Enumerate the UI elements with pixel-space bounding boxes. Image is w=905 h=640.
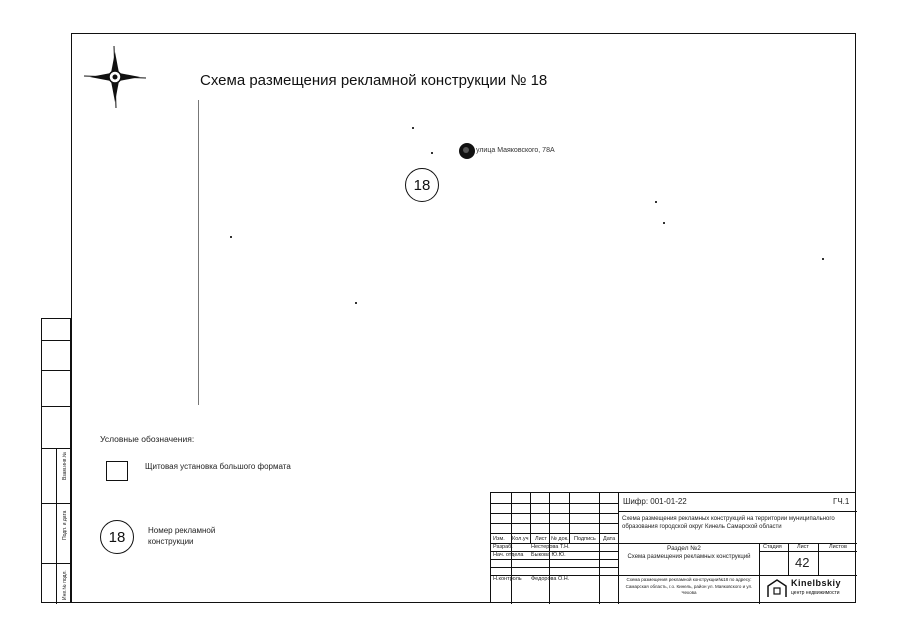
- tb-drawing-name: Схема размещения рекламной конструкции№18 по адресу: Самарская область, г.о. Кинель, район ул. Маяковского и ул. Чехова: [625, 577, 753, 595]
- legend-billboard-label: Щитовая установка большого формата: [145, 462, 291, 471]
- location-marker-icon: [457, 141, 477, 161]
- tb-h-data: Дата: [603, 536, 616, 542]
- map-speck: [655, 201, 657, 203]
- tb-name-0: Нестерова Т.Н.: [531, 544, 570, 550]
- tb-sheets-header: Листов: [829, 544, 847, 550]
- tb-name-1: Быкова Ю.Ю.: [531, 552, 566, 558]
- side-stamp-cell: [42, 371, 70, 407]
- side-stamp-cell: [42, 319, 70, 341]
- tb-h-podp: Подпись: [574, 536, 596, 542]
- side-label-podp: Подп. и дата: [62, 510, 68, 540]
- tb-role-2: Н.контроль: [493, 576, 522, 582]
- map-speck: [822, 258, 824, 260]
- map-speck: [230, 236, 232, 238]
- map-speck: [412, 127, 414, 129]
- tb-h-izm: Изм.: [493, 536, 505, 542]
- tb-stage-header: Стадия: [763, 544, 782, 550]
- legend-heading: Условные обозначения:: [100, 434, 195, 444]
- map-speck: [431, 152, 433, 154]
- tb-role-0: Разраб.: [493, 544, 513, 550]
- legend-number-label: Номер рекламной конструкции: [148, 526, 216, 546]
- tb-section: Раздел №2: [667, 545, 701, 552]
- house-logo-icon: [766, 578, 788, 598]
- tb-project-name: Схема размещения рекламных конструкций на территории муниципального образования городской округ Кинель Самарской области: [622, 516, 835, 530]
- legend-number-badge: 18: [100, 520, 134, 554]
- map-speck: [355, 302, 357, 304]
- company-logo: [764, 576, 854, 600]
- construction-number-badge: 18: [405, 168, 439, 202]
- side-label-inv: Инв.№ подл.: [62, 570, 68, 600]
- tb-h-ndok: № док.: [551, 536, 569, 542]
- tb-section-name: Схема размещения рекламных конструкций: [627, 554, 751, 560]
- tb-h-kol: Кол.уч: [512, 536, 529, 542]
- billboard-symbol: [106, 461, 128, 481]
- street-label: улица Маяковского, 78А: [476, 147, 555, 154]
- side-stamp-cell: [42, 407, 70, 449]
- map-speck: [663, 222, 665, 224]
- side-label-vzam: Взам.инв.№: [62, 451, 68, 480]
- tb-code: Шифр: 001-01-22: [623, 497, 687, 506]
- map-left-edge: [198, 100, 199, 405]
- tb-name-2: Федорова О.Н.: [531, 576, 570, 582]
- logo-line1: Kinelbskiy: [791, 578, 842, 588]
- tb-sheet-number: 42: [795, 555, 810, 570]
- tb-sheet-mark: ГЧ.1: [833, 497, 850, 506]
- side-stamp-cell: [42, 341, 70, 371]
- tb-h-list: Лист: [535, 536, 547, 542]
- tb-role-1: Нач. отдела: [493, 552, 524, 558]
- side-stamp-divider: [56, 449, 57, 604]
- tb-sheet-header: Лист: [797, 544, 809, 550]
- logo-line2: центр недвижимости: [791, 590, 840, 596]
- map-title: Схема размещения рекламной конструкции № 18: [200, 72, 548, 89]
